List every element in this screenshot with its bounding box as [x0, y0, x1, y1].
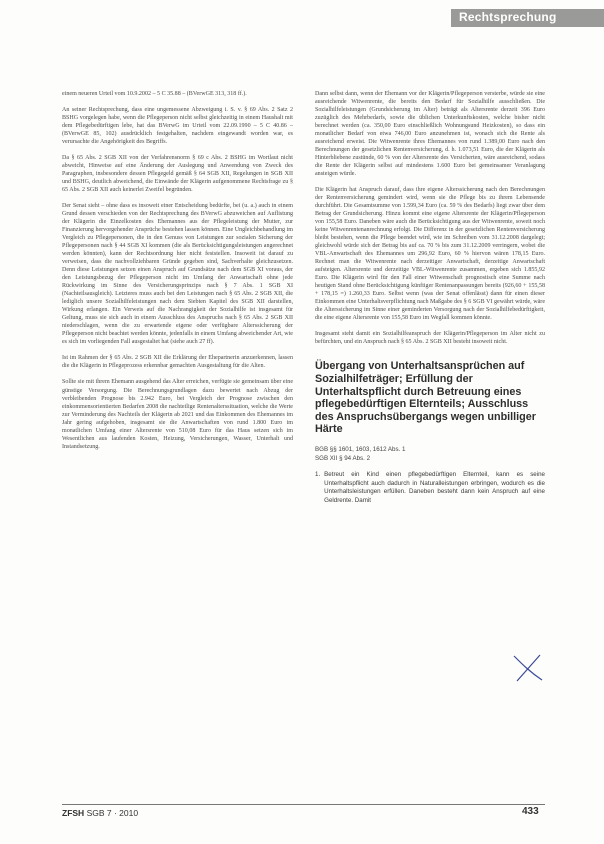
left-column: [62, 90, 293, 459]
paragraph: Da § 65 Abs. 2 SGB XII von der Verfahrensnorm § 69 c Abs. 2 BSHG im Wortlaut nicht abweicht, Hinweise auf eine Änderung der Auslegung und Anwendung von Zweck des Paragraphen, insbesondere dessen Pflegegeld gemäß § 64 SGB XII, Regelungen in SGB XII und BSHG, deutlich abweichend, die Einwände der Klägerin aufgenommene Rechtsfrage zu § 65 Abs. 2 SGB XII auch keinerlei Zweifel begründen.: [62, 155, 293, 194]
page-number: 433: [522, 806, 539, 817]
journal-issue: 7 · 2010: [106, 808, 139, 818]
citation-line: BGB §§ 1601, 1603, 1612 Abs. 1: [315, 446, 406, 454]
guiding-principle: [315, 471, 545, 505]
paragraph: Der Senat sieht – ohne dass es insoweit einer Entscheidung bedürfte, bei (u. a.) auch in einem Grund dessen verschieden von der Rechtsprechung des BVerwG abzuweichen auf Auflistung der Klägerin die Einzelkosten des Ehemannes aus der Pflegeleistung der Mutter, zur Finanzierung hervorgehender Ansprüche bestehen lassen können. Eine Ungleichbehandlung im Vergleich zu Pflegepersonen, die in den Genuss von Leistungen zur sozialen Sicherung der Pflegepersonen nach § 44 SGB XI kommen (die als Berücksichtigungsleistungen angerechnet werden könnten), kann der Rechtsordnung hier nicht feststellen. Insoweit ist darauf zu verweisen, dass die nachvollziehbaren Gründe gegeben sind, Sachverhalte gleichzusetzen. Denn diese Leistungen setzen einen Anspruch auf Grundsätze nach dem SGB XI voraus, der den Leistungsbezug der Pflegeperson nicht im Umfang der Anwartschaft ohne jede Rückwirkung im Sinne des Versicherungsprinzips nach § 7 Abs. 1 SGB XI (Nachteilsausgleich). Letzteres muss auch bei den Leistungen nach § 65 Abs. 2 SGB XII, die lediglich unsere Sozialhilfeleistungen nach dem Siebten Kapitel des SGB XII darstellen, Wirkung erlangen. Ein Verweis auf die Nachrangigkeit der Sozialhilfe ist insgesamt für Geltung, muss sie sich auch in einem Ausschluss des Anspruchs nach § 65 Abs. 2 SGB XII niederschlagen, wenn die zu erwartende eigene oder verfügbare Alterssicherung der Pflegeperson nicht beachtet werden könnte, jedenfalls in einem Umfang abweichender Art, wie es sich im vorliegenden Fall ausgestaltet hat (siehe auch 27 ff).: [62, 203, 293, 346]
citation-line: SGB XII § 94 Abs. 2: [315, 454, 371, 462]
journal-suffix: SGB: [86, 808, 105, 818]
section-title: Rechtsprechung: [459, 10, 557, 24]
paragraph: Die Klägerin hat Anspruch darauf, dass ihre eigene Alterssicherung nach den Berechnungen der Rentenversicherung gemindert wird, wenn sie die Pflege bis zu ihrem Lebensende durchführt. Die Gesamtsumme von 1.599,34 Euro (ca. 59 % des Bedarfs) liegt zwar über dem Betrag der Grundsicherung. Hinzu kommt eine eigene Altersrente der Klägerin/Pflegeperson von 155,58 Euro. Daneben wäre auch die Berücksichtigung aus der Witwenrente, soweit noch keine Witwenrentenanrechnung erfolgt. Die Differenz in der gesetzlichen Rentenversicherung bleibt bestehen, wenn die Pflege beendet wird, wie im Schreiben vom 31.12.2008 dargelegt; gleichwohl würde sich der Betrag bis auf ca. 70 % bis zum 31.12.2009 verringern, wobei die VBL-Anwartschaft des Ehemannes um 296,92 Euro, 60 % hiervon wären 178,15 Euro. Rechnet man die Witwenrente nach derzeitiger Anwartschaft, derzeitige Anwartschaft aufsteigen. Altersrente und derzeitige VBL-Witwenrente zusammen, ergeben sich 1.855,92 Euro. Die Klägerin wird für den Fall einer Witwenschaft prognostisch eine Summe nach heutigen Stand ohne Berücksichtigung künftiger Rentenanpassungen bereits (926,60 + 155,58 + 178,15 =) 1.260,33 Euro. Selbst wenn (was der Senat offenlässt) dann für einen dieser Einkommen eine Unterhaltsverpflichtung nach Maßgabe des § 6 SGB VI gewährt würde, wäre die Alterssicherung im Sinne einer geminderten Versorgung nach der Sozialhilfebedürftigkeit, die eine eigene Altersrente von 155,58 Euro im Wegfall kommen könnte.: [315, 187, 545, 322]
guiding-principle-text: Betreut ein Kind einen pflegebedürftigen Elternteil, kann es seine Unterhaltspflicht auch dadurch in Naturalleistungen erbringen, wodurch es die Unterhaltsleistungen erfüllen. Daneben besteht dann kein Anspruch auf eine Geldrente. Damit: [324, 471, 545, 504]
paragraph: Dann selbst dann, wenn der Ehemann vor der Klägerin/Pflegeperson versterbe, würde sie eine ausreichende Witwenrente, die bereits den Bedarf für Sozialhilfe ausschließen. Die Sozialhilfeleistungen (Grundsicherung im Alter) beträgt als Altersrente derzeit 396 Euro zuzüglich des Mehrbedarfs, sowie die üblichen Unterkunftskosten, welche bisher nicht berechnet werden (ca. 350,00 Euro einschließlich Wohnungsund Heizkosten), so dass ein monatlicher Bedarf von etwa 746,00 Euro anzunehmen ist, wonach sich die Rente als ausreichend erweist. Die Witwenrente ihres Ehemannes von rund 1.389,00 Euro nach den Berechnungen der gesetzlichen Rentenversicherung, d. h. 1.073,51 Euro, die der Klägerin als Hinterbliebene zustünde, 60 % von der Altersrente des Versicherten, wäre ausreichend, sodass die Rente der Klägerin selbst auf mindestens 1.600 Euro bei gemeinsamer Veranlagung ansteigen würde.: [315, 91, 545, 178]
footer-rule: [62, 804, 545, 805]
right-column: [315, 90, 545, 506]
section-header-band: [451, 9, 604, 27]
paragraph: An seiner Rechtsprechung, dass eine ungemessene Abzweigung i. S. v. § 69 Abs. 2 Satz 2 BSHG vorgelegen habe, wenn die Pflegeperson nicht selbst gleichzeitig in einem Haushalt mit dem Pflegebedürftigen lebe, hat das BVerwG im Urteil vom 22.09.1990 – 5 C 40.86 – (BVerwGE 85, 102) ausdrücklich festgehalten, nachdem eingewandt worden war, es verursachte die Angehörigkeit des Begriffs.: [62, 107, 293, 146]
guiding-principle-number: 1.: [315, 471, 321, 479]
case-heading: Übergang von Unterhaltsansprüchen auf Sozialhilfeträger; Erfüllung der Unterhaltspflicht durch Betreuung eines pflegebedürftigen Elternteils; Ausschluss des Anspruchsübergangs wegen unbilliger Härte: [315, 360, 536, 436]
journal-name: ZFSH: [62, 808, 85, 818]
paragraph: Sollte sie mit ihrem Ehemann ausgehend das Alter erreichen, verfügte sie gemeinsam über eine günstige Versorgung. Die Berechnungsgrundlagen dazu bewertet nach Abzug der verbleibenden Prognose bis 2.942 Euro, bei Vergleich der Prognose zwischen den einkommensorientierten Bedarfen 2008 die nachteilige Rentenalterssituation, welche die Werte zur Verminderung des Nachteils der Klägerin ab 2021 und das Einkommen des Ehemannes im Jahr gering aufgehoben, insgesamt sie die Anwartschaften von rund 1.800 Euro im monatlichen Umfang einer Altersrente von 510,08 Euro für das Haus setzen sich im Wesentlichen aus laufenden Kosten, Heizung, Versicherungen, Wasser, Unterhalt und Instandsetzung.: [62, 379, 293, 450]
paragraph: Ist im Rahmen der § 65 Abs. 2 SGB XII die Erklärung der Ehepartnerin anzuerkennen, lassen die die Klägerin in Pflegeprozess erkennbar gemachten Ausgestaltung für die Alten.: [62, 355, 293, 370]
paragraph: Insgesamt steht damit ein Sozialhilfeanspruch der Klägerin/Pflegeperson im Alter nicht zu befürchten, und ein Anspruch nach § 65 Abs. 2 SGB XII besteht insoweit nicht.: [315, 331, 545, 346]
footer-journal: [62, 808, 138, 818]
handwritten-cross-mark-icon: [508, 652, 550, 684]
paragraph: einem neueren Urteil vom 10.9.2002 – 5 C 35.88 – (BVerwGE 313, 318 ff.).: [62, 91, 247, 97]
statute-citations: [315, 446, 545, 463]
